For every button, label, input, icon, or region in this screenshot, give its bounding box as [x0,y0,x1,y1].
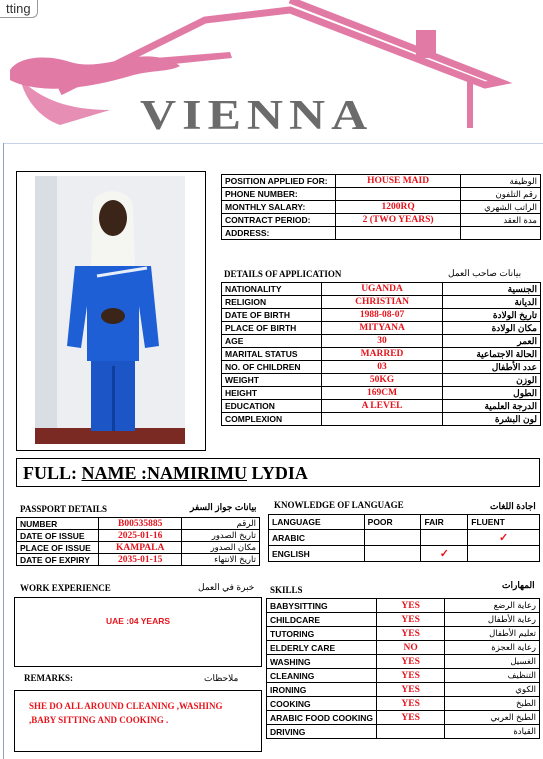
details-row-ar: لون البشرة [443,413,541,426]
position-row [222,214,541,227]
skill-row [267,697,540,711]
work-box [14,597,262,667]
skill-row-label: IRONING [267,683,377,697]
fullname-rest: LYDIA [246,463,308,483]
passport-row-ar: مكان الصدور [182,542,260,554]
language-fair [421,530,468,546]
details-row [222,400,541,413]
skill-row [267,711,540,725]
skill-row-label: ARABIC FOOD COOKING [267,711,377,725]
details-row-ar: الدرجة العلمية [443,400,541,413]
full-name [16,458,540,487]
passport-row-ar: تاريخ الصدور [182,530,260,542]
language-row [269,530,540,546]
passport-row [17,554,260,566]
details-row-label: NO. OF CHILDREN [222,361,322,374]
skills-title-ar: المهارات [502,580,535,590]
position-row [222,227,541,240]
work-value: UAE :04 YEARS [105,616,171,626]
details-row-value: 03 [321,361,442,374]
passport-row [17,530,260,542]
details-row-label: HEIGHT [222,387,322,400]
details-row-ar: عدد الأطفال [443,361,541,374]
passport-row-value: 2025-01-16 [98,530,182,542]
language-header: FLUENT [468,515,540,530]
language-table [268,514,540,562]
details-row-label: EDUCATION [222,400,322,413]
applicant-photo [35,176,185,444]
skill-row-label: CLEANING [267,669,377,683]
language-name: ARABIC [269,530,365,546]
details-row-ar: الديانة [443,296,541,309]
skill-row-label: CHILDCARE [267,613,377,627]
details-row-value: 169CM [321,387,442,400]
position-row-ar: الراتب الشهري [461,201,541,214]
details-row-value: 50KG [321,374,442,387]
position-row-value: 2 (TWO YEARS) [335,214,460,227]
passport-title-ar: بيانات جواز السفر [190,502,257,512]
position-row-value [335,227,460,240]
passport-row-value: B00535885 [98,518,182,530]
position-row-value: 1200RQ [335,201,460,214]
skill-row-label: DRIVING [267,725,377,739]
skill-row-value: NO [376,641,444,655]
position-row-label: CONTRACT PERIOD: [222,214,336,227]
work-title: WORK EXPERIENCE [20,583,111,593]
details-row-label: AGE [222,335,322,348]
language-header: POOR [364,515,421,530]
details-title-ar: بيانات صاحب العمل [448,268,522,278]
skill-row-ar: رعاية العجزة [445,641,540,655]
passport-row-label: PLACE OF ISSUE [17,542,99,554]
details-row-label: PLACE OF BIRTH [222,322,322,335]
fullname-prefix: FULL: [23,463,82,483]
passport-row [17,518,260,530]
details-row [222,309,541,322]
details-row [222,348,541,361]
details-row-value: MITYANA [321,322,442,335]
skill-row-value [376,725,444,739]
fullname-name: NAME :NAMIRIMU [81,463,247,483]
skill-row-value: YES [376,613,444,627]
position-row-ar: الوظيفة [461,175,541,188]
details-row [222,361,541,374]
remarks-box [14,690,262,752]
language-fair: ✓ [421,546,468,562]
details-row-value [321,413,442,426]
details-row-label: DATE OF BIRTH [222,309,322,322]
details-row-value: MARRED [321,348,442,361]
position-row [222,201,541,214]
details-row-ar: الطول [443,387,541,400]
skill-row-label: WASHING [267,655,377,669]
details-row-ar: تاريخ الولادة [443,309,541,322]
skill-row-value: YES [376,669,444,683]
skill-row-ar: التنظيف [445,669,540,683]
page-top-border [3,143,543,144]
position-row-label: POSITION APPLIED FOR: [222,175,336,188]
details-row-value: 1988-08-07 [321,309,442,322]
skill-row-ar: تعليم الأطفال [445,627,540,641]
skills-table [266,598,540,739]
skill-row-label: COOKING [267,697,377,711]
skill-row [267,655,540,669]
position-row-ar [461,227,541,240]
skill-row-value: YES [376,599,444,613]
language-poor [364,530,421,546]
skill-row-value: YES [376,697,444,711]
details-row-ar: مكان الولادة [443,322,541,335]
remarks-line-2: ,BABY SITTING AND COOKING . [29,715,169,725]
skill-row-value: YES [376,655,444,669]
position-row-ar: مدة العقد [461,214,541,227]
language-header: LANGUAGE [269,515,365,530]
page-left-border [3,143,4,759]
details-row-label: NATIONALITY [222,283,322,296]
skill-row-label: ELDERLY CARE [267,641,377,655]
logo-chimney [416,30,436,58]
details-row-ar: الحالة الاجتماعية [443,348,541,361]
details-row-ar: الوزن [443,374,541,387]
details-row-value: CHRISTIAN [321,296,442,309]
remarks-line-1: SHE DO ALL AROUND CLEANING ,WASHING [29,701,223,711]
skill-row-value: YES [376,711,444,725]
details-row [222,335,541,348]
passport-title: PASSPORT DETAILS [20,504,107,514]
passport-row-ar: تاريخ الانتهاء [182,554,260,566]
details-row [222,413,541,426]
skill-row-ar: الغسيل [445,655,540,669]
skill-row-ar: الطبخ [445,697,540,711]
details-row-label: RELIGION [222,296,322,309]
skill-row-ar: رعاية الرضع [445,599,540,613]
skill-row [267,599,540,613]
skill-row-value: YES [376,683,444,697]
language-title: KNOWLEDGE OF LANGUAGE [274,500,404,510]
passport-row-value: KAMPALA [98,542,182,554]
skill-row [267,725,540,739]
skill-row-ar: الكوي [445,683,540,697]
skill-row [267,683,540,697]
work-title-ar: خبرة في العمل [198,582,255,592]
passport-row-ar: الرقم [182,518,260,530]
language-title-ar: اجادة اللغات [490,501,536,511]
details-row-label: MARITAL STATUS [222,348,322,361]
details-row-label: WEIGHT [222,374,322,387]
skill-row-ar: القيادة [445,725,540,739]
details-row-ar: العمر [443,335,541,348]
passport-row [17,542,260,554]
skill-row [267,669,540,683]
position-row-label: ADDRESS: [222,227,336,240]
position-row-ar: رقم التلفون [461,188,541,201]
language-name: ENGLISH [269,546,365,562]
remarks-title-ar: ملاحظات [204,673,239,683]
remarks-title: REMARKS: [24,673,73,683]
language-header-row [269,515,540,530]
skill-row-value: YES [376,627,444,641]
language-fluent: ✓ [468,530,540,546]
position-table [221,174,541,240]
language-fluent [468,546,540,562]
details-table [221,282,541,426]
details-row [222,296,541,309]
details-row [222,283,541,296]
details-row [222,374,541,387]
position-row-value [335,188,460,201]
details-row-label: COMPLEXION [222,413,322,426]
skill-row-ar: الطبخ العربي [445,711,540,725]
details-title: DETAILS OF APPLICATION [224,269,342,279]
position-row-label: PHONE NUMBER: [222,188,336,201]
skill-row-label: TUTORING [267,627,377,641]
passport-row-value: 2035-01-15 [98,554,182,566]
details-row-value: A LEVEL [321,400,442,413]
language-poor [364,546,421,562]
language-header: FAIR [421,515,468,530]
skill-row-ar: رعاية الأطفال [445,613,540,627]
language-row [269,546,540,562]
passport-table [16,517,260,566]
passport-row-label: DATE OF ISSUE [17,530,99,542]
details-row-value: 30 [321,335,442,348]
position-row [222,175,541,188]
passport-row-label: DATE OF EXPIRY [17,554,99,566]
passport-row-label: NUMBER [17,518,99,530]
skill-row [267,613,540,627]
details-row-value: UGANDA [321,283,442,296]
skill-row-label: BABYSITTING [267,599,377,613]
position-row-value: HOUSE MAID [335,175,460,188]
skills-title: SKILLS [270,585,303,595]
skill-row [267,641,540,655]
position-row [222,188,541,201]
top-tab[interactable]: tting [0,0,38,18]
details-row [222,322,541,335]
logo-text: VIENNA [140,90,374,139]
position-row-label: MONTHLY SALARY: [222,201,336,214]
details-row [222,387,541,400]
details-row-ar: الجنسية [443,283,541,296]
skill-row [267,627,540,641]
